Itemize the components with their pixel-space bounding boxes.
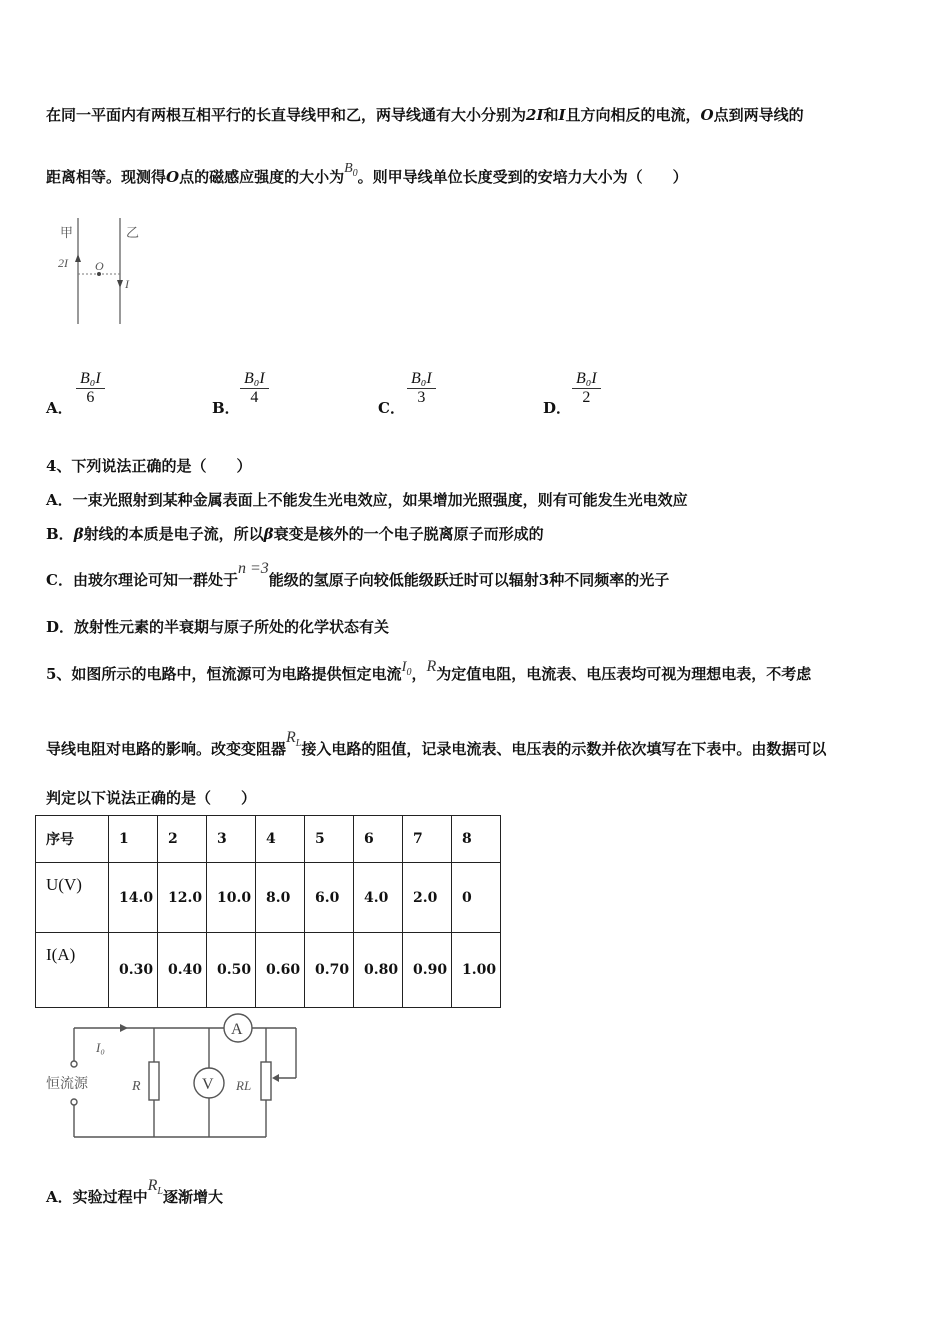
- circuit-label-a: A: [231, 1021, 243, 1038]
- table-cell: 1.00: [452, 933, 501, 1008]
- table-cell: 2: [158, 816, 207, 863]
- q3-stem-line2: 距离相等。现测得O点的磁感应强度的大小为$B_0$。则甲导线单位长度受到的安培力大小为（ ）: [46, 161, 688, 186]
- table-row-label: U(V): [36, 863, 109, 933]
- q4-option-a: A．一束光照射到某种金属表面上不能发生光电效应，如果增加光照强度，则有可能发生光电效应: [46, 491, 688, 509]
- table-cell: 8: [452, 816, 501, 863]
- table-cell: 0.30: [109, 933, 158, 1008]
- b0-symbol: $B_0$: [344, 161, 358, 179]
- label-yi: 乙: [126, 226, 140, 241]
- table-cell: 4.0: [354, 863, 403, 933]
- q4-stem: 4、下列说法正确的是（ ）: [46, 457, 252, 475]
- label-2i: 2I: [58, 256, 68, 270]
- table-cell: 4: [256, 816, 305, 863]
- table-cell: 0.60: [256, 933, 305, 1008]
- q3-option-b-fraction: B₀I 4: [240, 370, 269, 407]
- table-row: [36, 816, 501, 863]
- arrow-up-icon: [75, 254, 81, 262]
- circuit-label-rl: RL: [236, 1078, 252, 1093]
- q4-option-d: D．放射性元素的半衰期与原子所处的化学状态有关: [46, 618, 390, 636]
- q3-option-a-label: A．: [46, 399, 73, 417]
- q3-option-a-fraction: B₀I 6: [76, 370, 105, 407]
- table-cell: 3: [207, 816, 256, 863]
- parallel-wires-figure: [52, 218, 152, 328]
- table-row-label: I(A): [36, 933, 109, 1008]
- label-jia: 甲: [60, 226, 74, 241]
- arrow-down-icon: [117, 280, 123, 288]
- q3-option-b-label: B．: [212, 399, 240, 417]
- table-cell: 0.70: [305, 933, 354, 1008]
- table-cell: 序号: [36, 816, 109, 863]
- q3-option-c-label: C．: [378, 399, 405, 417]
- circuit-label-source: 恒流源: [46, 1076, 88, 1092]
- table-cell: 0.50: [207, 933, 256, 1008]
- q3-option-d-label: D．: [543, 399, 572, 417]
- q3-option-c-fraction: B₀I 3: [407, 370, 436, 407]
- table-cell: 0: [452, 863, 501, 933]
- table-row: [36, 863, 501, 933]
- table-cell: 0.90: [403, 933, 452, 1008]
- current-arrow-icon: [120, 1024, 128, 1032]
- circuit-label-v: V: [202, 1076, 214, 1093]
- data-table: [35, 815, 501, 1008]
- table-cell: 14.0: [109, 863, 158, 933]
- table-cell: 6.0: [305, 863, 354, 933]
- table-cell: 5: [305, 816, 354, 863]
- table-cell: 6: [354, 816, 403, 863]
- table-cell: 10.0: [207, 863, 256, 933]
- q5-option-a: A．实验过程中$R_L$逐渐增大: [46, 1177, 223, 1206]
- slider-arrow-icon: [272, 1074, 279, 1082]
- table-cell: 1: [109, 816, 158, 863]
- table-cell: 0.80: [354, 933, 403, 1008]
- circuit-label-i0: I₀: [96, 1040, 105, 1055]
- circuit-label-r: R: [132, 1079, 141, 1094]
- table-cell: 2.0: [403, 863, 452, 933]
- q5-stem-line2: 导线电阻对电路的影响。改变变阻器$R_L$接入电路的阻值，记录电流表、电压表的示数并依次填写在下表中。由数据可以: [46, 729, 827, 758]
- label-i: I: [125, 277, 129, 291]
- circuit-diagram: [40, 1012, 310, 1142]
- label-o: O: [95, 259, 104, 273]
- q5-stem-line3: 判定以下说法正确的是（ ）: [46, 789, 257, 807]
- q3-option-d-fraction: B₀I 2: [572, 370, 601, 407]
- q5-stem-line1: 5、如图所示的电路中，恒流源可为电路提供恒定电流$I_0$，R为定值电阻，电流表、电压表均可视为理想电表，不考虑: [46, 658, 812, 683]
- table-cell: 8.0: [256, 863, 305, 933]
- table-cell: 12.0: [158, 863, 207, 933]
- q3-stem-line1: 在同一平面内有两根互相平行的长直导线甲和乙，两导线通有大小分别为2I和I且方向相反的电流，O点到两导线的: [46, 106, 804, 124]
- q4-option-b: B．β射线的本质是电子流，所以β衰变是核外的一个电子脱离原子而形成的: [46, 525, 544, 543]
- table-row: [36, 933, 501, 1008]
- table-cell: 7: [403, 816, 452, 863]
- table-cell: 0.40: [158, 933, 207, 1008]
- q4-option-c: C．由玻尔理论可知一群处于n =3能级的氢原子向较低能级跃迁时可以辐射3种不同频率的光子: [46, 560, 670, 589]
